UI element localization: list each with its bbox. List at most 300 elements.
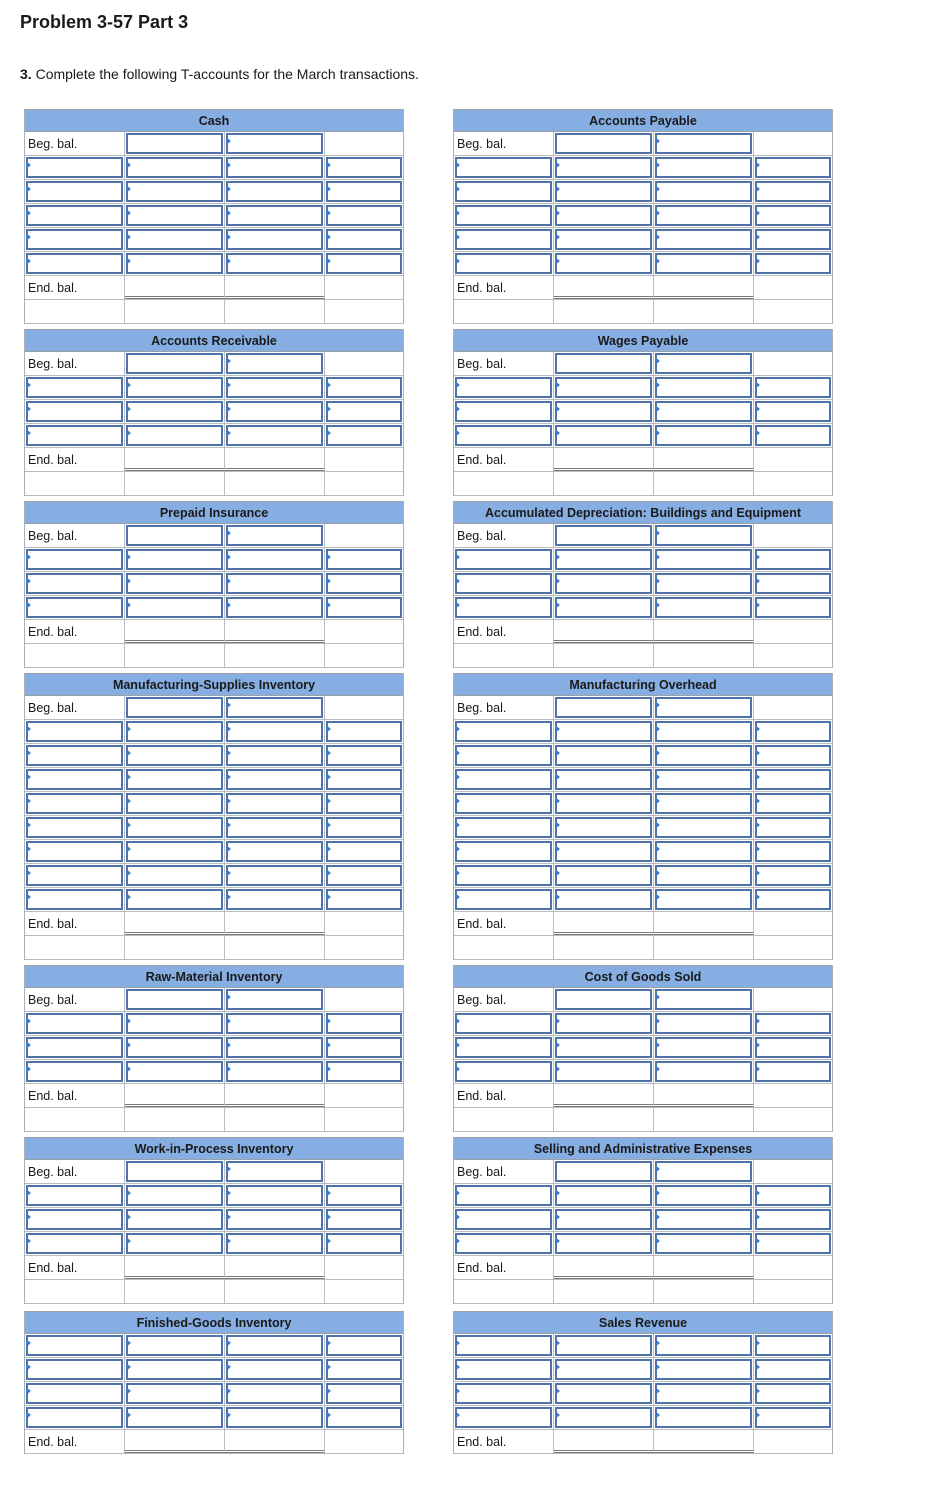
end-bal-label-text: End. bal.: [457, 625, 507, 639]
amount-input[interactable]: [455, 889, 552, 910]
amount-input[interactable]: [126, 525, 223, 546]
amount-input[interactable]: [326, 229, 402, 250]
amount-input[interactable]: [26, 1383, 123, 1404]
amount-input[interactable]: [555, 1335, 652, 1356]
amount-input[interactable]: [655, 597, 752, 618]
amount-input[interactable]: [26, 817, 123, 838]
amount-input[interactable]: [555, 1037, 652, 1058]
amount-input[interactable]: [655, 1359, 752, 1380]
end-bal-label-text: End. bal.: [28, 625, 78, 639]
amount-input[interactable]: [326, 769, 402, 790]
amount-input[interactable]: [455, 745, 552, 766]
amount-input[interactable]: [26, 1037, 123, 1058]
amount-input[interactable]: [126, 841, 223, 862]
amount-input[interactable]: [26, 1359, 123, 1380]
amount-cell: [225, 180, 325, 203]
amount-cell: [225, 1208, 325, 1231]
amount-input[interactable]: [655, 377, 752, 398]
amount-input[interactable]: [555, 989, 652, 1010]
account-title: Manufacturing-Supplies Inventory: [25, 673, 403, 696]
amount-input[interactable]: [226, 1359, 323, 1380]
amount-input[interactable]: [126, 889, 223, 910]
amount-input[interactable]: [226, 817, 323, 838]
amount-input[interactable]: [26, 1185, 123, 1206]
amount-input[interactable]: [555, 525, 652, 546]
amount-input[interactable]: [126, 721, 223, 742]
amount-input[interactable]: [126, 1185, 223, 1206]
amount-cell: [654, 816, 754, 839]
amount-input[interactable]: [655, 1013, 752, 1034]
amount-input[interactable]: [555, 769, 652, 790]
amount-input[interactable]: [455, 181, 552, 202]
amount-input[interactable]: [226, 989, 323, 1010]
amount-input[interactable]: [655, 1161, 752, 1182]
amount-input[interactable]: [226, 157, 323, 178]
amount-input[interactable]: [555, 1383, 652, 1404]
amount-input[interactable]: [226, 1185, 323, 1206]
amount-input[interactable]: [455, 377, 552, 398]
amount-input[interactable]: [326, 1407, 402, 1428]
amount-input[interactable]: [26, 181, 123, 202]
amount-input[interactable]: [655, 1209, 752, 1230]
amount-input[interactable]: [555, 353, 652, 374]
amount-input[interactable]: [126, 1335, 223, 1356]
amount-input[interactable]: [655, 841, 752, 862]
amount-input[interactable]: [126, 353, 223, 374]
amount-cell: [325, 180, 403, 203]
amount-input[interactable]: [755, 425, 831, 446]
amount-input[interactable]: [26, 1061, 123, 1082]
amount-input[interactable]: [326, 1233, 402, 1254]
amount-input[interactable]: [226, 1037, 323, 1058]
amount-input[interactable]: [755, 181, 831, 202]
amount-input[interactable]: [555, 817, 652, 838]
amount-input[interactable]: [755, 817, 831, 838]
amount-input[interactable]: [126, 1037, 223, 1058]
amount-input[interactable]: [755, 1185, 831, 1206]
amount-input[interactable]: [555, 597, 652, 618]
ending-debit-cell: [554, 448, 654, 471]
amount-input[interactable]: [326, 181, 402, 202]
amount-input[interactable]: [226, 793, 323, 814]
amount-input[interactable]: [455, 1359, 552, 1380]
amount-input[interactable]: [226, 1161, 323, 1182]
amount-input[interactable]: [226, 841, 323, 862]
amount-input[interactable]: [226, 769, 323, 790]
amount-input[interactable]: [126, 769, 223, 790]
amount-input[interactable]: [655, 353, 752, 374]
blank-cell: [554, 1108, 654, 1131]
amount-input[interactable]: [26, 425, 123, 446]
transaction-row: [454, 1036, 832, 1060]
amount-input[interactable]: [126, 989, 223, 1010]
amount-input[interactable]: [226, 377, 323, 398]
amount-cell: [554, 252, 654, 275]
amount-input[interactable]: [226, 181, 323, 202]
amount-input[interactable]: [126, 573, 223, 594]
amount-input[interactable]: [755, 229, 831, 250]
amount-input[interactable]: [555, 229, 652, 250]
amount-cell: [654, 1208, 754, 1231]
amount-input[interactable]: [226, 229, 323, 250]
amount-input[interactable]: [455, 1383, 552, 1404]
amount-input[interactable]: [655, 793, 752, 814]
amount-input[interactable]: [755, 889, 831, 910]
amount-input[interactable]: [755, 769, 831, 790]
amount-input[interactable]: [655, 573, 752, 594]
amount-input[interactable]: [555, 573, 652, 594]
amount-input[interactable]: [326, 1335, 402, 1356]
amount-cell: [125, 720, 225, 743]
amount-input[interactable]: [455, 817, 552, 838]
amount-input[interactable]: [326, 1383, 402, 1404]
amount-input[interactable]: [126, 865, 223, 886]
ending-balance-row: [25, 1084, 403, 1108]
amount-input[interactable]: [226, 721, 323, 742]
amount-input[interactable]: [755, 573, 831, 594]
amount-input[interactable]: [26, 205, 123, 226]
amount-input[interactable]: [655, 745, 752, 766]
beginning-balance-row: [454, 696, 832, 720]
amount-input[interactable]: [455, 573, 552, 594]
amount-input[interactable]: [555, 181, 652, 202]
amount-input[interactable]: [555, 401, 652, 422]
amount-input[interactable]: [26, 1407, 123, 1428]
amount-input[interactable]: [655, 817, 752, 838]
blank-cell: [754, 988, 832, 1011]
amount-input[interactable]: [226, 401, 323, 422]
amount-input[interactable]: [26, 377, 123, 398]
amount-input[interactable]: [26, 889, 123, 910]
amount-input[interactable]: [555, 841, 652, 862]
amount-cell: [125, 524, 225, 547]
amount-input[interactable]: [326, 1359, 402, 1380]
amount-input[interactable]: [655, 157, 752, 178]
amount-input[interactable]: [755, 1335, 831, 1356]
amount-input[interactable]: [555, 377, 652, 398]
amount-input[interactable]: [555, 157, 652, 178]
amount-input[interactable]: [455, 841, 552, 862]
amount-input[interactable]: [26, 721, 123, 742]
amount-input[interactable]: [455, 229, 552, 250]
amount-input[interactable]: [226, 889, 323, 910]
amount-input[interactable]: [226, 205, 323, 226]
amount-cell: [225, 888, 325, 911]
amount-input[interactable]: [126, 549, 223, 570]
amount-input[interactable]: [226, 133, 323, 154]
amount-input[interactable]: [226, 745, 323, 766]
amount-input[interactable]: [126, 1233, 223, 1254]
amount-input[interactable]: [326, 721, 402, 742]
beg-bal-label-text: Beg. bal.: [457, 137, 507, 151]
amount-input[interactable]: [326, 157, 402, 178]
amount-input[interactable]: [226, 253, 323, 274]
amount-input[interactable]: [26, 573, 123, 594]
amount-input[interactable]: [326, 793, 402, 814]
amount-input[interactable]: [455, 253, 552, 274]
amount-input[interactable]: [755, 157, 831, 178]
amount-input[interactable]: [326, 1013, 402, 1034]
amount-input[interactable]: [455, 597, 552, 618]
amount-input[interactable]: [326, 425, 402, 446]
amount-input[interactable]: [326, 205, 402, 226]
amount-input[interactable]: [455, 1185, 552, 1206]
amount-input[interactable]: [26, 841, 123, 862]
amount-input[interactable]: [126, 229, 223, 250]
amount-input[interactable]: [655, 401, 752, 422]
amount-input[interactable]: [326, 889, 402, 910]
instruction-text: Complete the following T-accounts for the March transactions.: [31, 66, 419, 82]
blank-cell: [325, 1256, 403, 1279]
amount-input[interactable]: [26, 769, 123, 790]
amount-input[interactable]: [455, 1335, 552, 1356]
amount-input[interactable]: [655, 1407, 752, 1428]
amount-cell: [454, 768, 554, 791]
amount-input[interactable]: [655, 1335, 752, 1356]
amount-input[interactable]: [755, 721, 831, 742]
amount-input[interactable]: [26, 229, 123, 250]
amount-cell: [25, 204, 125, 227]
blank-cell: [25, 644, 125, 667]
amount-input[interactable]: [26, 1209, 123, 1230]
amount-input[interactable]: [26, 401, 123, 422]
amount-input[interactable]: [26, 793, 123, 814]
amount-input[interactable]: [26, 597, 123, 618]
amount-input[interactable]: [126, 793, 223, 814]
amount-input[interactable]: [555, 721, 652, 742]
amount-input[interactable]: [555, 1013, 652, 1034]
amount-input[interactable]: [755, 1383, 831, 1404]
amount-input[interactable]: [126, 1383, 223, 1404]
amount-input[interactable]: [126, 1359, 223, 1380]
amount-input[interactable]: [755, 1407, 831, 1428]
amount-input[interactable]: [555, 1407, 652, 1428]
amount-input[interactable]: [126, 745, 223, 766]
amount-input[interactable]: [555, 205, 652, 226]
amount-input[interactable]: [755, 205, 831, 226]
blank-cell: [325, 912, 403, 935]
amount-cell: [25, 376, 125, 399]
amount-input[interactable]: [655, 205, 752, 226]
amount-input[interactable]: [755, 745, 831, 766]
amount-input[interactable]: [555, 133, 652, 154]
amount-cell: [125, 1012, 225, 1035]
amount-input[interactable]: [455, 1209, 552, 1230]
amount-input[interactable]: [126, 1061, 223, 1082]
t-account: [453, 965, 833, 1132]
amount-input[interactable]: [226, 1383, 323, 1404]
amount-input[interactable]: [555, 793, 652, 814]
amount-input[interactable]: [226, 549, 323, 570]
amount-input[interactable]: [655, 697, 752, 718]
amount-input[interactable]: [326, 1209, 402, 1230]
amount-input[interactable]: [326, 401, 402, 422]
amount-cell: [654, 548, 754, 571]
amount-input[interactable]: [126, 401, 223, 422]
amount-input[interactable]: [555, 889, 652, 910]
amount-input[interactable]: [26, 1335, 123, 1356]
amount-input[interactable]: [126, 181, 223, 202]
amount-input[interactable]: [26, 745, 123, 766]
amount-input[interactable]: [455, 549, 552, 570]
amount-input[interactable]: [226, 353, 323, 374]
amount-input[interactable]: [755, 1359, 831, 1380]
amount-input[interactable]: [326, 1185, 402, 1206]
amount-input[interactable]: [126, 817, 223, 838]
amount-input[interactable]: [326, 865, 402, 886]
amount-input[interactable]: [226, 1061, 323, 1082]
amount-input[interactable]: [655, 1383, 752, 1404]
amount-input[interactable]: [126, 377, 223, 398]
amount-input[interactable]: [126, 205, 223, 226]
amount-input[interactable]: [455, 157, 552, 178]
amount-input[interactable]: [226, 865, 323, 886]
amount-input[interactable]: [455, 1407, 552, 1428]
amount-input[interactable]: [226, 1209, 323, 1230]
amount-cell: [554, 816, 654, 839]
amount-input[interactable]: [455, 425, 552, 446]
amount-input[interactable]: [755, 865, 831, 886]
amount-input[interactable]: [326, 549, 402, 570]
amount-input[interactable]: [26, 1233, 123, 1254]
amount-cell: [454, 1060, 554, 1083]
amount-input[interactable]: [755, 1013, 831, 1034]
amount-input[interactable]: [226, 697, 323, 718]
amount-cell: [25, 400, 125, 423]
amount-input[interactable]: [655, 181, 752, 202]
page-title: Problem 3-57 Part 3: [20, 12, 189, 32]
amount-input[interactable]: [755, 1233, 831, 1254]
amount-input[interactable]: [555, 697, 652, 718]
amount-cell: [125, 400, 225, 423]
amount-input[interactable]: [326, 1037, 402, 1058]
amount-input[interactable]: [226, 525, 323, 546]
blank-cell: [654, 936, 754, 959]
amount-input[interactable]: [655, 989, 752, 1010]
amount-input[interactable]: [655, 889, 752, 910]
amount-input[interactable]: [755, 841, 831, 862]
amount-input[interactable]: [555, 1061, 652, 1082]
amount-input[interactable]: [655, 1061, 752, 1082]
amount-input[interactable]: [455, 205, 552, 226]
amount-input[interactable]: [655, 253, 752, 274]
amount-input[interactable]: [326, 253, 402, 274]
amount-input[interactable]: [655, 1037, 752, 1058]
ending-credit-cell: [654, 620, 754, 643]
amount-input[interactable]: [655, 133, 752, 154]
amount-input[interactable]: [555, 1209, 652, 1230]
amount-input[interactable]: [755, 1061, 831, 1082]
amount-input[interactable]: [126, 597, 223, 618]
amount-input[interactable]: [655, 1185, 752, 1206]
amount-input[interactable]: [126, 157, 223, 178]
amount-input[interactable]: [26, 865, 123, 886]
ending-credit-cell: [225, 1256, 325, 1279]
amount-input[interactable]: [755, 1037, 831, 1058]
amount-input[interactable]: [455, 1037, 552, 1058]
amount-input[interactable]: [326, 1061, 402, 1082]
amount-input[interactable]: [326, 573, 402, 594]
amount-input[interactable]: [755, 253, 831, 274]
amount-input[interactable]: [555, 1359, 652, 1380]
amount-input[interactable]: [226, 1335, 323, 1356]
amount-input[interactable]: [455, 1233, 552, 1254]
amount-input[interactable]: [555, 1161, 652, 1182]
amount-input[interactable]: [755, 597, 831, 618]
amount-input[interactable]: [126, 1161, 223, 1182]
amount-input[interactable]: [126, 425, 223, 446]
amount-input[interactable]: [226, 1407, 323, 1428]
amount-input[interactable]: [655, 549, 752, 570]
amount-input[interactable]: [755, 549, 831, 570]
amount-input[interactable]: [655, 865, 752, 886]
amount-cell: [125, 376, 225, 399]
amount-input[interactable]: [26, 253, 123, 274]
amount-input[interactable]: [455, 1061, 552, 1082]
amount-input[interactable]: [755, 1209, 831, 1230]
amount-input[interactable]: [655, 769, 752, 790]
end-bal-label: [454, 912, 554, 935]
amount-input[interactable]: [555, 425, 652, 446]
amount-input[interactable]: [555, 253, 652, 274]
amount-input[interactable]: [555, 1185, 652, 1206]
end-bal-label: [25, 620, 125, 643]
amount-input[interactable]: [226, 597, 323, 618]
amount-cell: [125, 792, 225, 815]
amount-input[interactable]: [326, 841, 402, 862]
amount-input[interactable]: [655, 1233, 752, 1254]
amount-input[interactable]: [226, 1013, 323, 1034]
ending-credit-cell: [654, 1084, 754, 1107]
amount-input[interactable]: [26, 549, 123, 570]
amount-input[interactable]: [26, 1013, 123, 1034]
amount-input[interactable]: [455, 769, 552, 790]
amount-input[interactable]: [326, 377, 402, 398]
amount-input[interactable]: [755, 401, 831, 422]
amount-input[interactable]: [455, 865, 552, 886]
amount-input[interactable]: [126, 697, 223, 718]
amount-input[interactable]: [226, 573, 323, 594]
amount-input[interactable]: [455, 1013, 552, 1034]
amount-input[interactable]: [326, 817, 402, 838]
amount-input[interactable]: [326, 597, 402, 618]
amount-input[interactable]: [226, 1233, 323, 1254]
amount-input[interactable]: [655, 425, 752, 446]
amount-input[interactable]: [26, 157, 123, 178]
amount-cell: [225, 376, 325, 399]
amount-input[interactable]: [555, 745, 652, 766]
amount-input[interactable]: [126, 133, 223, 154]
amount-input[interactable]: [555, 865, 652, 886]
amount-input[interactable]: [326, 745, 402, 766]
amount-input[interactable]: [226, 425, 323, 446]
amount-input[interactable]: [555, 549, 652, 570]
amount-input[interactable]: [455, 401, 552, 422]
amount-input[interactable]: [655, 229, 752, 250]
amount-input[interactable]: [126, 253, 223, 274]
amount-input[interactable]: [755, 377, 831, 398]
amount-cell: [554, 1358, 654, 1381]
amount-input[interactable]: [455, 793, 552, 814]
amount-input[interactable]: [126, 1407, 223, 1428]
amount-input[interactable]: [655, 721, 752, 742]
amount-input[interactable]: [755, 793, 831, 814]
amount-input[interactable]: [655, 525, 752, 546]
amount-input[interactable]: [126, 1013, 223, 1034]
amount-input[interactable]: [455, 721, 552, 742]
amount-input[interactable]: [555, 1233, 652, 1254]
amount-input[interactable]: [126, 1209, 223, 1230]
